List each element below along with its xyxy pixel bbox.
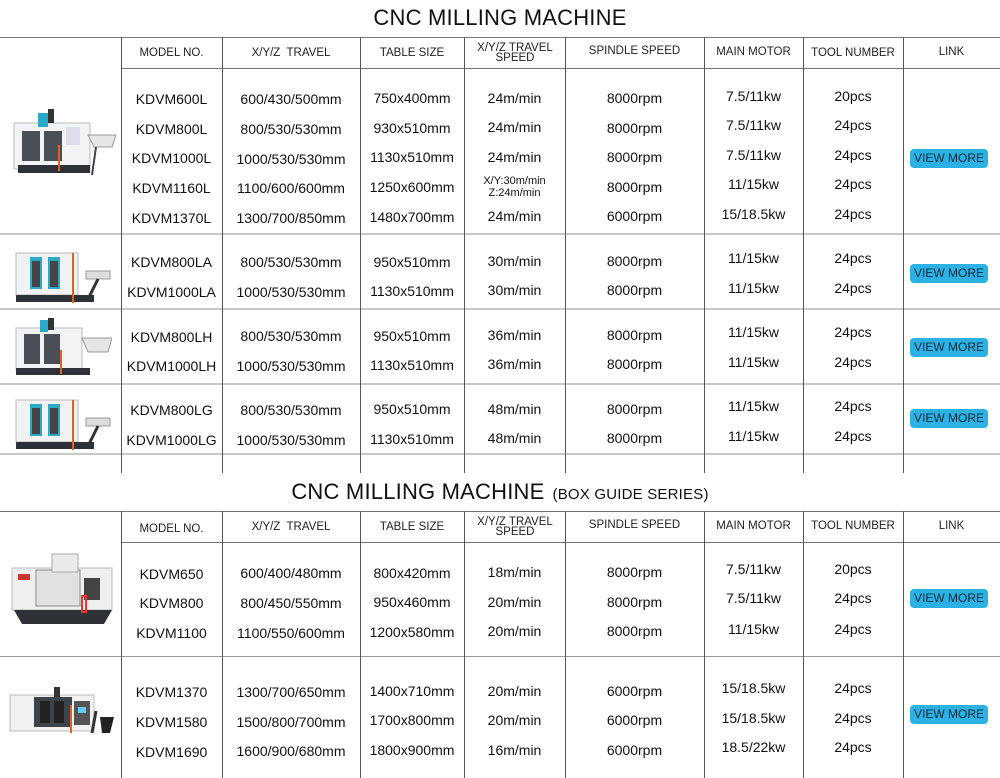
- speed-cell: 18m/min: [487, 564, 542, 580]
- table-size-cell: 1130x510mm: [370, 283, 454, 299]
- tools-cell: 24pcs: [834, 354, 872, 370]
- column-divider: [704, 511, 705, 778]
- model-cell: KDVM1160L: [132, 180, 211, 196]
- speed-cell: 20m/min: [487, 623, 542, 639]
- table-size-cell: 1130x510mm: [370, 149, 454, 165]
- tools-cell: 20pcs: [834, 561, 872, 577]
- section2-subtitle: (BOX GUIDE SERIES): [552, 486, 709, 503]
- view-more-button[interactable]: VIEW MORE: [910, 589, 988, 608]
- motor-cell: 15/18.5kw: [721, 206, 786, 222]
- speed-cell: 48m/min: [487, 430, 542, 446]
- travel-cell: 800/530/530mm: [240, 328, 342, 344]
- table-size-cell: 950x510mm: [373, 254, 451, 270]
- motor-cell: 11/15kw: [727, 324, 780, 340]
- speed-cell: 36m/min: [487, 327, 542, 343]
- section1-title: [0, 5, 1000, 31]
- column-divider: [903, 511, 904, 778]
- spindle-cell: 6000rpm: [606, 683, 663, 699]
- tools-cell: 24pcs: [834, 428, 872, 444]
- speed-cell: 36m/min: [487, 356, 542, 372]
- speed-cell: 24m/min: [487, 119, 542, 135]
- section2-title-text: CNC MILLING MACHINE: [291, 479, 545, 504]
- table-size-cell: 1800x900mm: [369, 742, 455, 758]
- header-tool-number: TOOL NUMBER: [811, 520, 895, 532]
- travel-cell: 600/400/480mm: [240, 565, 342, 581]
- speed-cell: 48m/min: [487, 401, 542, 417]
- travel-cell: 600/430/500mm: [240, 91, 342, 107]
- motor-cell: 7.5/11kw: [726, 147, 781, 163]
- motor-cell: 7.5/11kw: [726, 88, 781, 104]
- divider: [121, 68, 1000, 69]
- travel-cell: 1300/700/850mm: [236, 210, 346, 226]
- model-cell: KDVM1000LA: [127, 284, 216, 300]
- spindle-cell: 6000rpm: [606, 208, 663, 224]
- speed-cell: 30m/min: [487, 253, 542, 269]
- machine-image: [8, 105, 116, 185]
- header-travel: X/Y/Z TRAVEL: [251, 521, 331, 533]
- table-size-cell: 1200x580mm: [369, 624, 455, 640]
- model-cell: KDVM1000LH: [126, 358, 217, 374]
- spindle-cell: 8000rpm: [606, 90, 663, 106]
- table-size-cell: 1700x800mm: [369, 712, 455, 728]
- header-travel: X/Y/Z TRAVEL: [251, 47, 331, 59]
- header-tool-number: TOOL NUMBER: [811, 47, 895, 59]
- model-cell: KDVM1000L: [131, 150, 212, 166]
- spindle-cell: 6000rpm: [606, 742, 663, 758]
- model-cell: KDVM1370: [135, 684, 208, 700]
- column-divider: [565, 511, 566, 778]
- view-more-button[interactable]: VIEW MORE: [910, 264, 988, 283]
- tools-cell: 24pcs: [834, 680, 872, 696]
- travel-cell: 800/530/530mm: [240, 402, 342, 418]
- column-divider: [121, 511, 122, 778]
- travel-cell: 1100/600/600mm: [237, 180, 345, 196]
- tools-cell: 20pcs: [834, 88, 872, 104]
- travel-cell: 800/530/530mm: [240, 254, 342, 270]
- view-more-button[interactable]: VIEW MORE: [910, 149, 988, 168]
- model-cell: KDVM800LH: [130, 329, 213, 345]
- machine-image: [8, 548, 114, 628]
- speed-cell: 20m/min: [487, 594, 542, 610]
- tools-cell: 24pcs: [834, 280, 872, 296]
- spindle-cell: 8000rpm: [606, 253, 663, 269]
- spindle-cell: 8000rpm: [606, 401, 663, 417]
- travel-cell: 800/450/550mm: [240, 595, 342, 611]
- table-size-cell: 1400x710mm: [369, 683, 455, 699]
- model-cell: KDVM1000LG: [126, 432, 217, 448]
- tools-cell: 24pcs: [834, 398, 872, 414]
- motor-cell: 7.5/11kw: [726, 590, 781, 606]
- tools-cell: 24pcs: [834, 621, 872, 637]
- spindle-cell: 8000rpm: [606, 327, 663, 343]
- spindle-cell: 8000rpm: [606, 356, 663, 372]
- machine-image: [12, 243, 112, 305]
- travel-cell: 1600/900/680mm: [236, 743, 346, 759]
- travel-cell: 1000/530/530mm: [236, 284, 346, 300]
- motor-cell: 11/15kw: [727, 176, 780, 192]
- motor-cell: 11/15kw: [727, 354, 780, 370]
- machine-image: [12, 316, 112, 378]
- header-table-size: TABLE SIZE: [379, 47, 445, 59]
- table-size-cell: 1250x600mm: [369, 179, 455, 195]
- divider: [0, 308, 1000, 310]
- table-size-cell: 1130x510mm: [370, 431, 454, 447]
- header-link: LINK: [938, 520, 965, 532]
- table-size-cell: 750x400mm: [373, 90, 451, 106]
- table-size-cell: 930x510mm: [373, 120, 451, 136]
- header-travel-speed: X/Y/Z TRAVEL SPEED: [477, 516, 553, 538]
- motor-cell: 11/15kw: [727, 280, 780, 296]
- spindle-cell: 8000rpm: [606, 594, 663, 610]
- table-size-cell: 950x510mm: [373, 328, 451, 344]
- motor-cell: 18.5/22kw: [721, 739, 786, 755]
- speed-cell: 16m/min: [487, 742, 542, 758]
- header-main-motor: MAIN MOTOR: [716, 46, 791, 58]
- model-cell: KDVM1370L: [131, 210, 212, 226]
- view-more-button[interactable]: VIEW MORE: [910, 705, 988, 724]
- header-spindle-speed: SPINDLE SPEED: [588, 519, 681, 531]
- divider: [0, 453, 1000, 455]
- column-divider: [803, 511, 804, 778]
- table-size-cell: 800x420mm: [373, 565, 451, 581]
- speed-cell: 24m/min: [487, 208, 542, 224]
- speed-cell: 30m/min: [487, 282, 542, 298]
- travel-cell: 1000/530/530mm: [236, 432, 346, 448]
- divider: [0, 233, 1000, 235]
- motor-cell: 11/15kw: [727, 250, 780, 266]
- spindle-cell: 8000rpm: [606, 564, 663, 580]
- header-table-size: TABLE SIZE: [379, 521, 445, 533]
- model-cell: KDVM800: [139, 595, 204, 611]
- view-more-button[interactable]: VIEW MORE: [910, 409, 988, 428]
- motor-cell: 11/15kw: [727, 621, 780, 637]
- tools-cell: 24pcs: [834, 250, 872, 266]
- travel-cell: 1000/530/530mm: [236, 151, 346, 167]
- column-divider: [903, 37, 904, 473]
- speed-cell-line1: X/Y:30m/min: [483, 175, 546, 187]
- tools-cell: 24pcs: [834, 324, 872, 340]
- header-model: MODEL NO.: [139, 47, 204, 59]
- tools-cell: 24pcs: [834, 147, 872, 163]
- section2-title: [0, 479, 1000, 505]
- model-cell: KDVM1580: [135, 714, 208, 730]
- divider: [0, 656, 1000, 657]
- tools-cell: 24pcs: [834, 590, 872, 606]
- speed-cell: 24m/min: [487, 149, 542, 165]
- motor-cell: 15/18.5kw: [721, 680, 786, 696]
- model-cell: KDVM650: [139, 566, 204, 582]
- divider: [0, 383, 1000, 385]
- tools-cell: 24pcs: [834, 739, 872, 755]
- motor-cell: 15/18.5kw: [721, 710, 786, 726]
- speed-cell: 20m/min: [487, 712, 542, 728]
- spindle-cell: 8000rpm: [606, 430, 663, 446]
- model-cell: KDVM600L: [135, 91, 208, 107]
- model-cell: KDVM800L: [135, 121, 208, 137]
- column-divider: [360, 511, 361, 778]
- table-size-cell: 1130x510mm: [370, 357, 454, 373]
- motor-cell: 11/15kw: [727, 398, 780, 414]
- header-spindle-speed: SPINDLE SPEED: [588, 45, 681, 57]
- column-divider: [222, 511, 223, 778]
- tools-cell: 24pcs: [834, 117, 872, 133]
- divider: [121, 542, 1000, 543]
- section1-title-text: CNC MILLING MACHINE: [373, 5, 627, 30]
- table-size-cell: 950x510mm: [373, 401, 451, 417]
- header-travel-speed: X/Y/Z TRAVEL SPEED: [477, 42, 553, 64]
- model-cell: KDVM1100: [136, 625, 207, 641]
- spindle-cell: 8000rpm: [606, 149, 663, 165]
- speed-cell-line2: Z:24m/min: [488, 187, 541, 199]
- travel-cell: 1500/800/700mm: [236, 714, 346, 730]
- spindle-cell: 8000rpm: [606, 282, 663, 298]
- tools-cell: 24pcs: [834, 206, 872, 222]
- travel-cell: 1000/530/530mm: [236, 358, 346, 374]
- spindle-cell: 8000rpm: [606, 623, 663, 639]
- table-size-cell: 950x460mm: [373, 594, 451, 610]
- machine-image: [12, 390, 112, 452]
- view-more-button[interactable]: VIEW MORE: [910, 338, 988, 357]
- travel-cell: 1300/700/650mm: [236, 684, 346, 700]
- model-cell: KDVM1690: [135, 744, 208, 760]
- spindle-cell: 8000rpm: [606, 179, 663, 195]
- travel-cell: 1100/550/600mm: [237, 625, 345, 641]
- tools-cell: 24pcs: [834, 710, 872, 726]
- tools-cell: 24pcs: [834, 176, 872, 192]
- speed-cell: 24m/min: [487, 90, 542, 106]
- spindle-cell: 6000rpm: [606, 712, 663, 728]
- table-size-cell: 1480x700mm: [369, 209, 455, 225]
- motor-cell: 7.5/11kw: [726, 117, 781, 133]
- travel-cell: 800/530/530mm: [240, 121, 342, 137]
- header-model: MODEL NO.: [139, 523, 204, 535]
- motor-cell: 11/15kw: [727, 428, 780, 444]
- motor-cell: 7.5/11kw: [726, 561, 781, 577]
- model-cell: KDVM800LA: [131, 254, 212, 270]
- spindle-cell: 8000rpm: [606, 120, 663, 136]
- header-link: LINK: [938, 46, 965, 58]
- header-main-motor: MAIN MOTOR: [716, 520, 791, 532]
- machine-image: [6, 683, 118, 743]
- column-divider: [464, 511, 465, 778]
- model-cell: KDVM800LG: [130, 402, 213, 418]
- speed-cell: 20m/min: [487, 683, 542, 699]
